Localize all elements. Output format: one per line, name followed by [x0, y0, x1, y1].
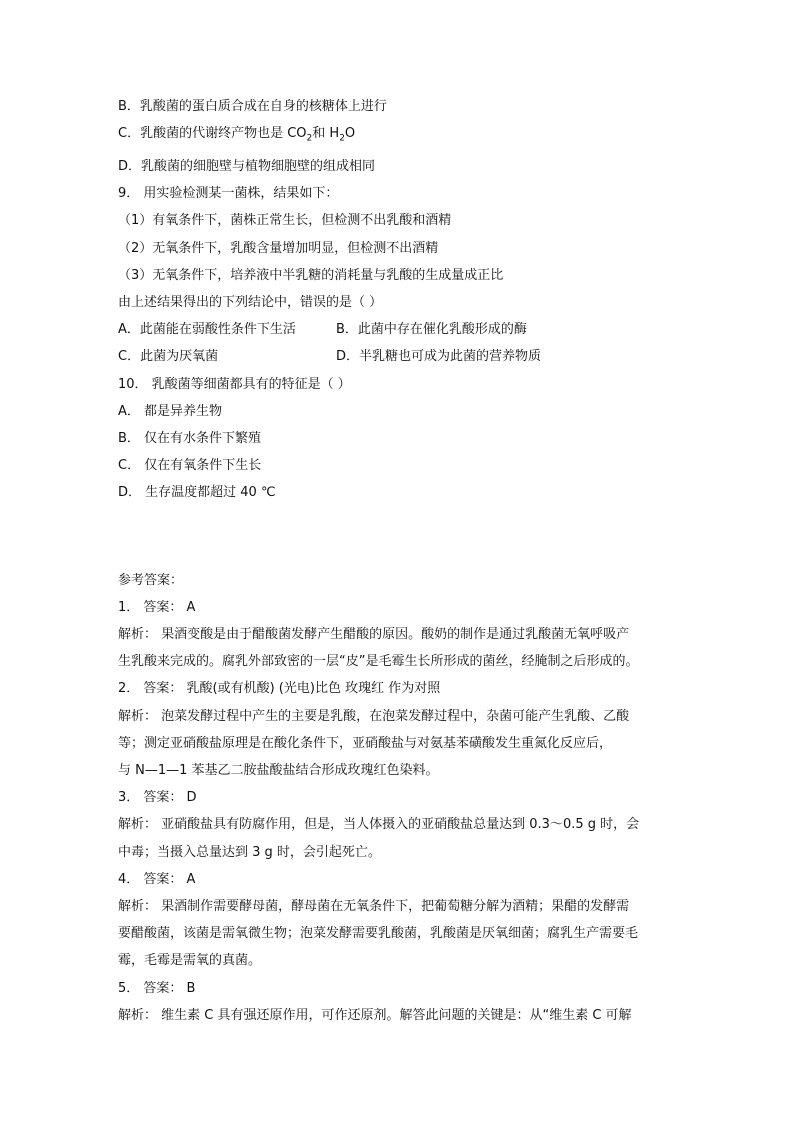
q9-options-row-2: [118, 343, 688, 370]
q8-option-d: D．乳酸菌的细胞壁与植物细胞壁的组成相同: [118, 159, 376, 174]
q8-option-c-subscript2: 2: [339, 133, 345, 144]
answer-3: 3． 答案： D: [118, 790, 197, 806]
explanation-1-line-1: 解析： 果酒变酸是由于醋酸菌发酵产生醋酸的原因。酸奶的制作是通过乳酸菌无氧呼吸产: [118, 627, 630, 643]
q9-result-2: （2）无氧条件下，乳酸含量增加明显，但检测不出酒精: [118, 240, 439, 256]
q9-options-row-1: [118, 316, 688, 343]
explanation-4-line-3: 霉，毛霉是需氧的真菌。: [118, 953, 262, 969]
q9-option-b: B．此菌中存在催化乳酸形成的酶: [336, 322, 527, 338]
q9-question: 由上述结果得出的下列结论中，错误的是（ ）: [118, 295, 383, 311]
q9-option-a: A．此菌能在弱酸性条件下生活: [118, 322, 296, 338]
q9-option-d: D．半乳糖也可成为此菌的营养物质: [336, 349, 542, 365]
q9-stem: 9． 用实验检测某一菌株，结果如下：: [118, 186, 339, 202]
q9-option-c: C．此菌为厌氧菌: [118, 349, 219, 365]
q8-option-c-text3: O: [344, 126, 356, 142]
explanation-3-line-2: 中毒；当摄入总量达到 3 g 时，会引起死亡。: [118, 844, 381, 860]
q10-option-d: D． 生存温度都超过 40 ℃: [118, 485, 276, 501]
q8-option-c-text2: 和 H: [312, 126, 340, 142]
q10-option-c: C． 仅在有氧条件下生长: [118, 458, 262, 474]
answer-5: 5． 答案： B: [118, 980, 196, 996]
explanation-3-line-1: 解析： 亚硝酸盐具有防腐作用，但是，当人体摄入的亚硝酸盐总量达到 0.3～0.5 g 时，会: [118, 817, 640, 833]
q10-option-b: B． 仅在有水条件下繁殖: [118, 431, 262, 447]
q8-option-c-subscript: 2: [306, 133, 313, 144]
explanation-1-line-2: 生乳酸来完成的。腐乳外部致密的一层“皮”是毛霉生长所形成的菌丝，经腌制之后形成的。: [118, 654, 639, 670]
explanation-5-line-1: 解析： 维生素 C 具有强还原作用，可作还原剂。解答此问题的关键是：从“维生素 C 可解: [118, 1007, 632, 1023]
explanation-4-line-2: 要醋酸菌，该菌是需氧微生物；泡菜发酵需要乳酸菌，乳酸菌是厌氧细菌；腐乳生产需要毛: [118, 926, 639, 942]
answers-heading: 参考答案：: [118, 572, 184, 588]
q10-option-a: A． 都是异养生物: [118, 403, 223, 419]
q10-stem: 10． 乳酸菌等细菌都具有的特征是（ ）: [118, 376, 351, 392]
answer-1: 1． 答案： A: [118, 599, 196, 615]
explanation-2-line-1: 解析： 泡菜发酵过程中产生的主要是乳酸，在泡菜发酵过程中，杂菌可能产生乳酸、乙酸: [118, 708, 630, 724]
document-page: [118, 93, 688, 1029]
q9-result-3: （3）无氧条件下，培养液中半乳糖的消耗量与乳酸的生成量成正比: [118, 267, 504, 283]
q8-option-c: [118, 120, 688, 153]
explanation-2-line-2: 等；测定亚硝酸盐原理是在酸化条件下，亚硝酸盐与对氨基苯磺酸发生重氮化反应后，: [118, 735, 613, 751]
answer-2: 2． 答案： 乳酸(或有机酸) (光电)比色 玫瑰红 作为对照: [118, 681, 441, 697]
explanation-4-line-1: 解析： 果酒制作需要酵母菌，酵母菌在无氧条件下，把葡萄糖分解为酒精；果醋的发酵需: [118, 899, 630, 915]
q8-option-b: B．乳酸菌的蛋白质合成在自身的核糖体上进行: [118, 99, 387, 114]
answer-4: 4． 答案： A: [118, 871, 196, 887]
q9-result-1: （1）有氧条件下，菌株正常生长，但检测不出乳酸和酒精: [118, 213, 452, 229]
explanation-2-line-3: 与 N—1—1 苯基乙二胺盐酸盐结合形成玫瑰红色染料。: [118, 763, 439, 779]
q8-option-c-text: C．乳酸菌的代谢终产物也是 CO: [118, 126, 307, 142]
section-spacer: [118, 507, 688, 567]
